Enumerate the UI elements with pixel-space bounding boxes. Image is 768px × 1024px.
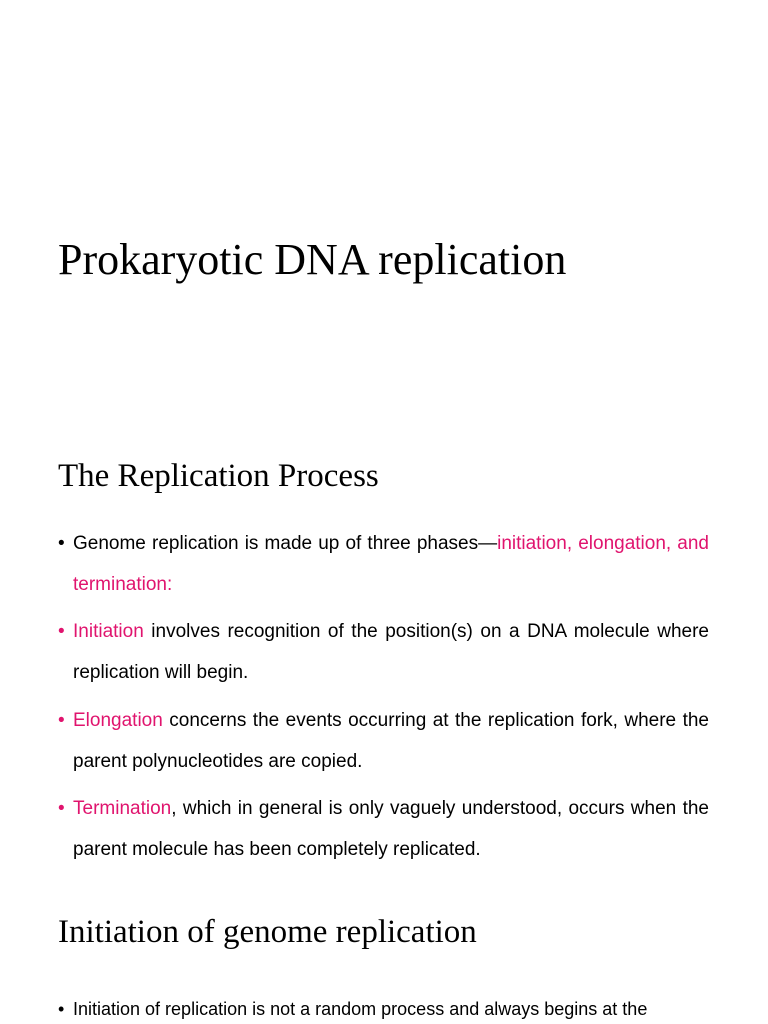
bullet-text-rest: , which in general is only vaguely understood, occurs when the parent molecule has been completely replicated.: [73, 798, 709, 860]
bullet-text: [73, 611, 709, 693]
bullet-text: [73, 523, 709, 605]
bullet-icon: •: [58, 999, 65, 1019]
bullet-item-initiation: [58, 611, 709, 693]
section-heading-replication-process: The Replication Process: [58, 458, 379, 494]
bullet-item-termination: [58, 788, 709, 870]
bullet-text: Initiation of replication is not a random process and always begins at the: [73, 999, 648, 1019]
bullet-text-highlight: Termination: [73, 798, 172, 819]
bullet-text-highlight: Initiation: [73, 621, 144, 642]
bullet-item-phases: [58, 523, 709, 605]
bullet-text-rest: involves recognition of the position(s) on a DNA molecule where replication will begin.: [73, 621, 709, 683]
bullet-icon: •: [58, 798, 65, 819]
bullet-icon: •: [58, 621, 65, 642]
bullet-text-highlight: Elongation: [73, 710, 163, 731]
section-heading-initiation: Initiation of genome replication: [58, 914, 477, 950]
bullet-text-highlight: initiation, elongation, and termination:: [73, 533, 710, 595]
bullet-text: [73, 788, 709, 870]
bullet-icon: •: [58, 710, 65, 731]
bullet-item-initiation-process: [58, 989, 709, 1024]
slide-title: Prokaryotic DNA replication: [58, 235, 567, 284]
bullet-text: [73, 700, 709, 782]
bullet-icon: •: [58, 533, 65, 554]
bullet-item-elongation: [58, 700, 709, 782]
bullet-text-rest: concerns the events occurring at the replication fork, where the parent polynucleotides are copied.: [73, 710, 709, 772]
bullet-text-plain: Genome replication is made up of three phases—: [73, 533, 498, 554]
